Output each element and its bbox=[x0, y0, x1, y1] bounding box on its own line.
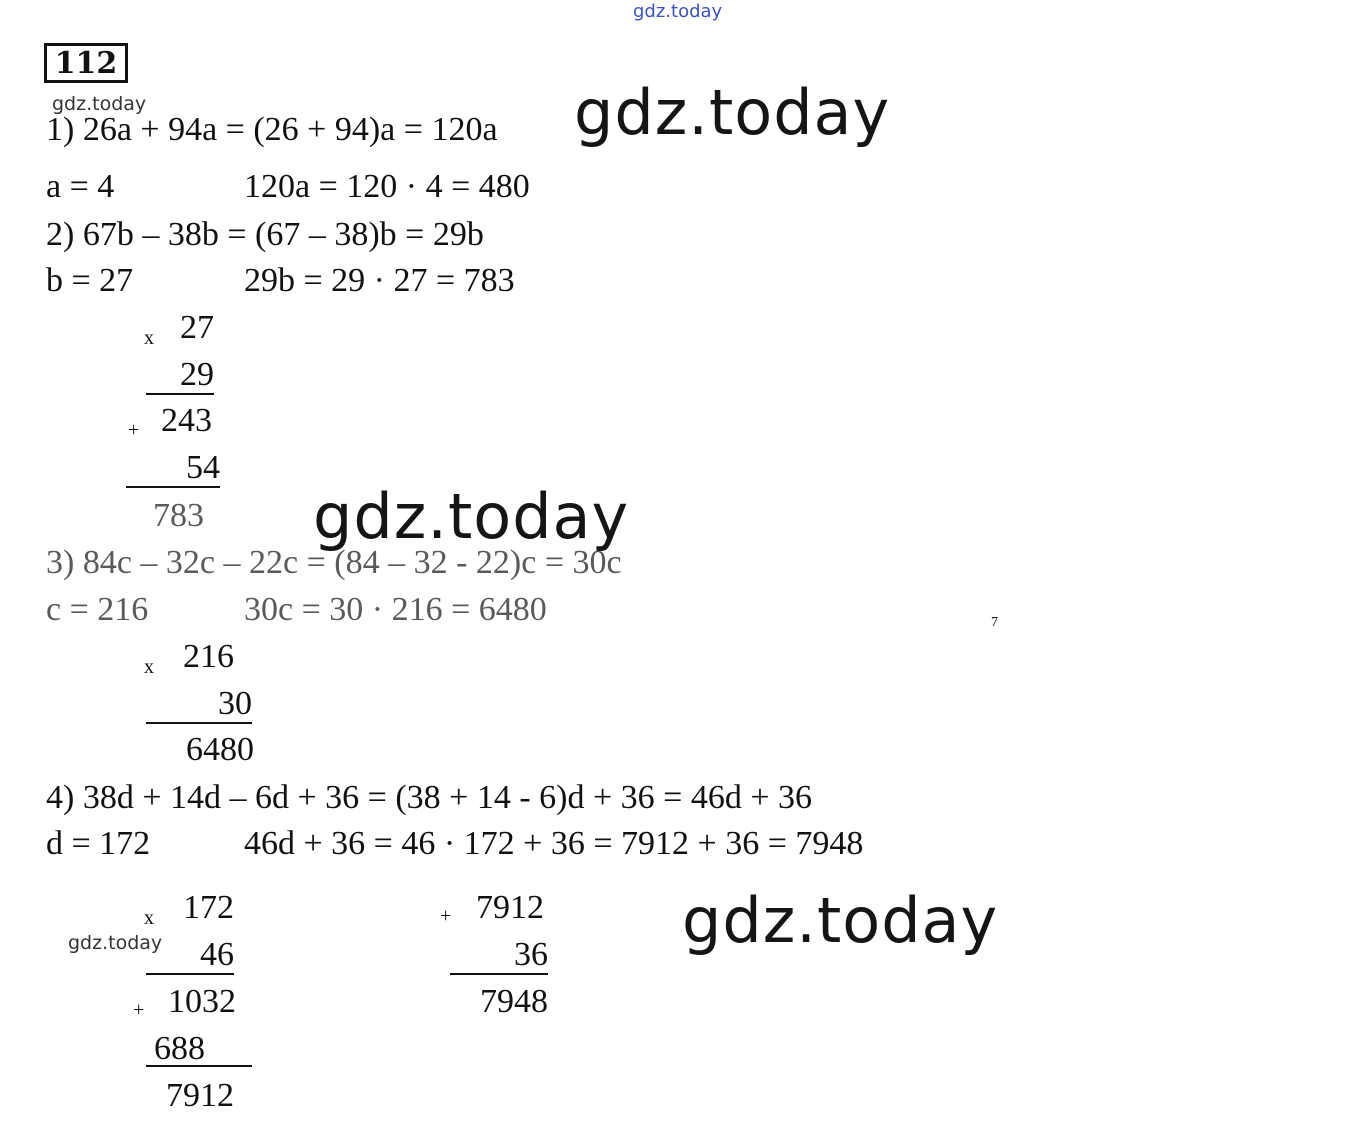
calc1-multiply-sign: x bbox=[144, 327, 154, 349]
calc3-result: 7912 bbox=[166, 1077, 234, 1114]
calc2-result: 6480 bbox=[186, 731, 254, 768]
calc3-factor-1: 172 bbox=[183, 889, 234, 926]
watermark-small-2: gdz.today bbox=[68, 932, 163, 954]
solution-given-d: d = 172 bbox=[46, 825, 151, 862]
calc2-multiply-sign: x bbox=[144, 656, 154, 678]
calc3-multiply-sign: x bbox=[144, 907, 154, 929]
calc4-addend-1: 7912 bbox=[476, 889, 544, 926]
calc1-plus-sign: + bbox=[128, 419, 140, 441]
calc1-partial-2: 54 bbox=[126, 448, 220, 488]
calc3-partial-1: 1032 bbox=[168, 983, 236, 1020]
calc2-factor-1: 216 bbox=[183, 638, 234, 675]
solution-given-a: a = 4 bbox=[46, 168, 115, 205]
calc4-addend-2: 36 bbox=[450, 935, 548, 975]
calc3-factor-2: 46 bbox=[146, 935, 234, 975]
watermark-big-3: gdz.today bbox=[682, 884, 999, 957]
stray-mark: 7 bbox=[991, 615, 998, 630]
calc1-factor-2: 29 bbox=[146, 355, 214, 395]
solution-given-c: c = 216 bbox=[46, 591, 149, 628]
solution-line-2: 2) 67b – 38b = (67 – 38)b = 29b bbox=[46, 216, 484, 253]
solution-value-d: 46d + 36 = 46 · 172 + 36 = 7912 + 36 = 7948 bbox=[244, 825, 864, 862]
solution-line-4: 4) 38d + 14d – 6d + 36 = (38 + 14 - 6)d + 36 = 46d + 36 bbox=[46, 779, 813, 816]
watermark-big-2: gdz.today bbox=[313, 480, 630, 553]
calc3-plus-sign: + bbox=[133, 999, 145, 1021]
watermark-big-1: gdz.today bbox=[574, 76, 891, 149]
calc1-result: 783 bbox=[153, 497, 204, 534]
solution-line-3: 3) 84c – 32c – 22c = (84 – 32 - 22)c = 30c bbox=[46, 544, 622, 581]
calc4-plus-sign: + bbox=[440, 905, 452, 927]
solution-value-c: 30c = 30 · 216 = 6480 bbox=[244, 591, 547, 628]
calc4-result: 7948 bbox=[480, 983, 548, 1020]
solution-line-1: 1) 26a + 94a = (26 + 94)a = 120a bbox=[46, 111, 498, 148]
watermark-top: gdz.today bbox=[633, 1, 723, 22]
solution-given-b: b = 27 bbox=[46, 262, 134, 299]
solution-value-b: 29b = 29 · 27 = 783 bbox=[244, 262, 515, 299]
watermark-small-1: gdz.today bbox=[52, 93, 147, 115]
calc3-partial-2: 688 bbox=[146, 1029, 252, 1067]
calc1-factor-1: 27 bbox=[180, 309, 214, 346]
calc2-factor-2: 30 bbox=[146, 684, 252, 724]
solution-value-a: 120a = 120 · 4 = 480 bbox=[244, 168, 530, 205]
calc1-partial-1: 243 bbox=[161, 402, 212, 439]
problem-number: 112 bbox=[44, 43, 128, 83]
